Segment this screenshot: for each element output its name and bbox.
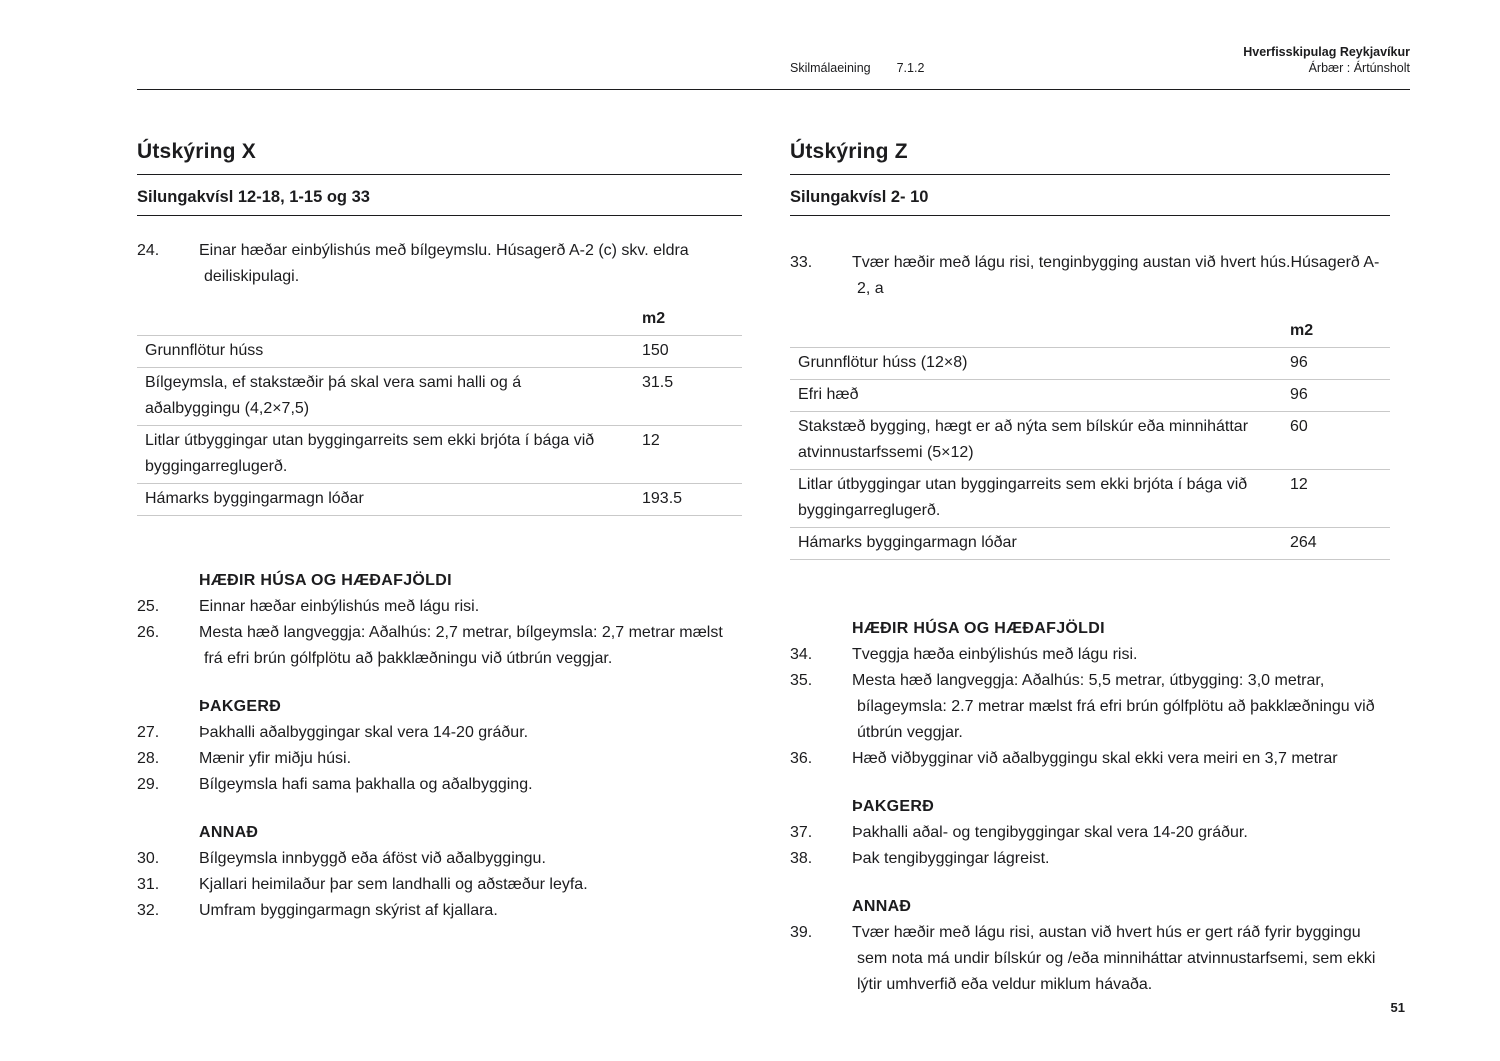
list-item (790, 820, 1390, 846)
table-cell-value: 96 (1290, 353, 1308, 371)
item-number: 25. (137, 597, 160, 615)
table-cell-value: 60 (1290, 417, 1308, 435)
table-cell-label: Stakstæð bygging, hægt er að nýta sem bílskúr eða minniháttar atvinnustarfssemi (5×12) (798, 417, 1249, 461)
table-row (137, 368, 742, 426)
table-row (790, 348, 1390, 380)
header-subtitle: Árbær : Ártúnsholt (1308, 61, 1410, 76)
header-divider (137, 89, 1410, 90)
header-section-number: 7.1.2 (896, 61, 925, 76)
list-item (790, 846, 1390, 872)
item-number: 24. (137, 241, 160, 259)
table-row (790, 528, 1390, 560)
item-text: Tveggja hæða einbýlishús með lágu risi. (852, 645, 1138, 663)
item-text: Tvær hæðir með lágu risi, tenginbygging austan við hvert hús.Húsagerð A-2, a (852, 253, 1380, 297)
list-item (137, 872, 742, 898)
item-number: 33. (790, 253, 813, 271)
item-number: 35. (790, 671, 813, 689)
table-row (137, 336, 742, 368)
table-unit-header: m2 (642, 309, 666, 327)
table-cell-label: Bílgeymsla, ef stakstæðir þá skal vera sami halli og á aðalbyggingu (4,2×7,5) (145, 373, 522, 417)
table-unit-header: m2 (1290, 321, 1314, 339)
table-cell-label: Efri hæð (798, 385, 859, 403)
section-heading: ÞAKGERÐ (852, 797, 935, 815)
table-header-row (790, 316, 1390, 348)
item-text: Einnar hæðar einbýlishús með lágu risi. (199, 597, 480, 615)
column-utskyring-z (790, 140, 1390, 998)
column-subtitle: Silungakvísl 12-18, 1-15 og 33 (137, 188, 742, 216)
table-cell-value: 264 (1290, 533, 1317, 551)
table-row (137, 426, 742, 484)
table-cell-value: 193.5 (642, 489, 683, 507)
table-row (790, 380, 1390, 412)
item-text: Mænir yfir miðju húsi. (199, 749, 352, 767)
table-cell-value: 96 (1290, 385, 1308, 403)
area-table (137, 304, 742, 516)
list-item (790, 250, 1390, 302)
item-text: Bílgeymsla hafi sama þakhalla og aðalbygging. (199, 775, 533, 793)
item-text: Kjallari heimilaður þar sem landhalli og aðstæður leyfa. (199, 875, 588, 893)
list-item (137, 772, 742, 798)
section-heading: HÆÐIR HÚSA OG HÆÐAFJÖLDI (852, 619, 1105, 637)
item-number: 29. (137, 775, 160, 793)
table-cell-value: 12 (1290, 475, 1308, 493)
table-cell-value: 12 (642, 431, 660, 449)
table-header-row (137, 304, 742, 336)
table-cell-label: Litlar útbyggingar utan byggingarreits sem ekki brjóta í bága við byggingarreglugerð. (145, 431, 595, 475)
table-cell-label: Grunnflötur húss (12×8) (798, 353, 968, 371)
item-number: 34. (790, 645, 813, 663)
item-number: 38. (790, 849, 813, 867)
column-subtitle: Silungakvísl 2- 10 (790, 188, 1390, 216)
section-haedir-husa (790, 616, 1390, 772)
section-heading: ANNAÐ (852, 897, 912, 915)
item-text: Þak tengibyggingar lágreist. (852, 849, 1050, 867)
table-cell-label: Grunnflötur húss (145, 341, 264, 359)
item-number: 26. (137, 623, 160, 641)
section-heading: ÞAKGERÐ (199, 697, 282, 715)
column-title: Útskýring X (137, 140, 742, 175)
table-cell-label: Hámarks byggingarmagn lóðar (145, 489, 364, 507)
column-utskyring-x (137, 140, 742, 998)
page-header (137, 44, 1410, 77)
section-haedir-husa (137, 568, 742, 672)
item-number: 31. (137, 875, 160, 893)
section-thakgerd (137, 694, 742, 798)
section-heading: HÆÐIR HÚSA OG HÆÐAFJÖLDI (199, 571, 452, 589)
header-meta (790, 60, 924, 76)
item-number: 36. (790, 749, 813, 767)
item-text: Mesta hæð langveggja: Aðalhús: 2,7 metrar, bílgeymsla: 2,7 metrar mælst frá efri brún gólfplötu að þakklæðningu við útbrún veggjar. (199, 623, 723, 667)
section-thakgerd (790, 794, 1390, 872)
list-item (137, 746, 742, 772)
item-text: Tvær hæðir með lágu risi, austan við hvert hús er gert ráð fyrir byggingu sem nota má undir bílskúr og /eða minniháttar atvinnustarfsemi, sem ekki lýtir umhverfið eða veldur miklum hávaða. (852, 923, 1376, 993)
list-item (790, 642, 1390, 668)
item-number: 27. (137, 723, 160, 741)
item-number: 30. (137, 849, 160, 867)
section-annad (137, 820, 742, 924)
item-number: 37. (790, 823, 813, 841)
section-heading: ANNAÐ (199, 823, 259, 841)
list-item (137, 846, 742, 872)
table-cell-value: 31.5 (642, 373, 674, 391)
list-item (790, 746, 1390, 772)
item-number: 32. (137, 901, 160, 919)
list-item (790, 668, 1390, 746)
list-item (137, 620, 742, 672)
item-number: 28. (137, 749, 160, 767)
item-text: Þakhalli aðalbyggingar skal vera 14-20 gráður. (199, 723, 529, 741)
table-cell-label: Litlar útbyggingar utan byggingarreits sem ekki brjóta í bága við byggingarreglugerð. (798, 475, 1248, 519)
area-table (790, 316, 1390, 560)
two-column-layout (137, 140, 1410, 998)
list-item (137, 898, 742, 924)
item-text: Bílgeymsla innbyggð eða áföst við aðalbyggingu. (199, 849, 546, 867)
item-text: Þakhalli aðal- og tengibyggingar skal vera 14-20 gráður. (852, 823, 1248, 841)
column-title: Útskýring Z (790, 140, 1390, 175)
table-cell-label: Hámarks byggingarmagn lóðar (798, 533, 1017, 551)
table-header-spacer (137, 306, 642, 332)
list-item (137, 238, 742, 290)
header-title-block (1243, 44, 1410, 77)
list-item (790, 920, 1390, 998)
item-text: Umfram byggingarmagn skýrist af kjallara. (199, 901, 498, 919)
table-row (790, 470, 1390, 528)
header-title: Hverfisskipulag Reykjavíkur (1243, 45, 1410, 59)
item-number: 39. (790, 923, 813, 941)
section-annad (790, 894, 1390, 998)
item-text: Mesta hæð langveggja: Aðalhús: 5,5 metrar, útbygging: 3,0 metrar, bílageymsla: 2.7 metrar mælst frá efri brún gólfplötu að þakklæðningu við útbrún veggjar. (852, 671, 1375, 741)
table-header-spacer (790, 318, 1290, 344)
table-row (790, 412, 1390, 470)
table-row (137, 484, 742, 516)
list-item (137, 594, 742, 620)
page-number: 51 (1390, 1000, 1405, 1015)
item-text: Hæð viðbygginar við aðalbyggingu skal ekki vera meiri en 3,7 metrar (852, 749, 1338, 767)
list-item (137, 720, 742, 746)
table-cell-value: 150 (642, 341, 669, 359)
header-label: Skilmálaeining (790, 61, 871, 76)
item-text: Einar hæðar einbýlishús með bílgeymslu. Húsagerð A-2 (c) skv. eldra deiliskipulagi. (199, 241, 689, 285)
